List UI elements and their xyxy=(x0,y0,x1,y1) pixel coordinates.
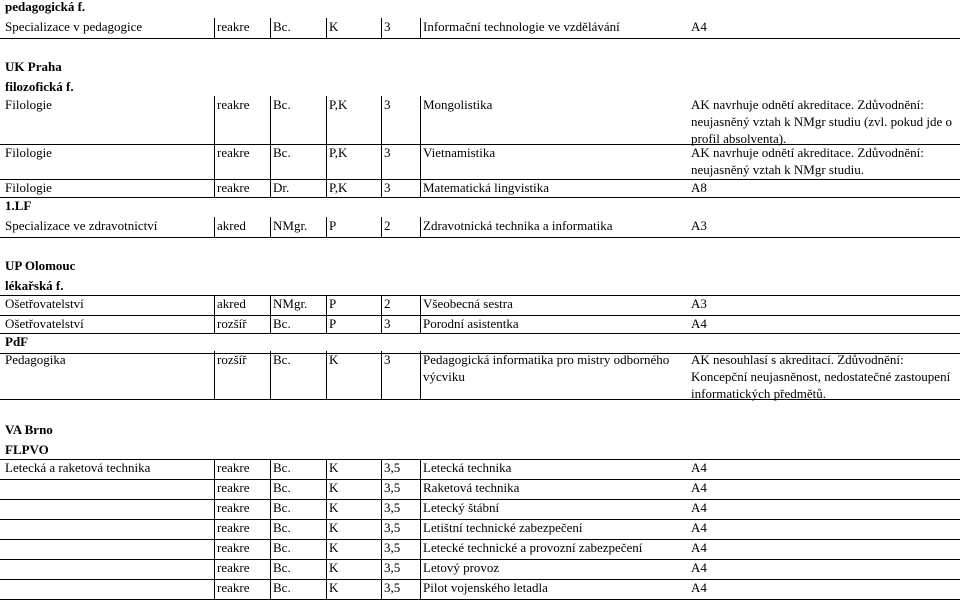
column-divider xyxy=(270,519,271,539)
table-row xyxy=(0,479,960,500)
column-divider xyxy=(420,519,421,539)
cell-type: reakre xyxy=(217,19,250,34)
cell-type: reakre xyxy=(217,540,250,555)
cell-degree: Bc. xyxy=(273,352,291,367)
section-heading-row xyxy=(0,0,960,16)
cell-note: A4 xyxy=(691,560,707,575)
column-divider xyxy=(270,315,271,333)
column-divider xyxy=(381,217,382,237)
column-divider xyxy=(326,459,327,479)
cell-type: akred xyxy=(217,218,246,233)
section-heading: VA Brno xyxy=(5,422,53,437)
column-divider xyxy=(326,295,327,315)
cell-note: AK navrhuje odnětí akreditace. Zdůvodnění: neujasněný vztah k NMgr studiu (zvl. pokud jde o profil absolventa). xyxy=(691,97,953,146)
column-divider xyxy=(381,96,382,144)
cell-degree: Bc. xyxy=(273,460,291,475)
cell-degree: Bc. xyxy=(273,97,291,112)
cell-field: Filologie xyxy=(5,180,52,195)
column-divider xyxy=(381,539,382,559)
column-divider xyxy=(420,479,421,499)
column-divider xyxy=(270,18,271,38)
cell-program: Informační technologie ve vzdělávání xyxy=(423,19,620,34)
cell-field: Ošetřovatelství xyxy=(5,316,84,331)
column-divider xyxy=(381,579,382,599)
cell-form: K xyxy=(329,500,339,515)
column-divider xyxy=(420,179,421,197)
column-divider xyxy=(381,519,382,539)
column-divider xyxy=(326,96,327,144)
cell-type: reakre xyxy=(217,97,250,112)
cell-program: Vietnamistika xyxy=(423,145,496,160)
table-row xyxy=(0,18,960,39)
cell-degree: Bc. xyxy=(273,580,291,595)
column-divider xyxy=(420,579,421,599)
column-divider xyxy=(420,96,421,144)
cell-note: A4 xyxy=(691,540,707,555)
cell-form: P,K xyxy=(329,145,348,160)
cell-note: A4 xyxy=(691,316,707,331)
column-divider xyxy=(270,539,271,559)
cell-field: Specializace v pedagogice xyxy=(5,19,143,34)
column-divider xyxy=(214,295,215,315)
cell-program: Všeobecná sestra xyxy=(423,296,513,311)
cell-years: 3,5 xyxy=(384,580,401,595)
column-divider xyxy=(381,179,382,197)
cell-type: reakre xyxy=(217,480,250,495)
table-row xyxy=(0,179,960,198)
column-divider xyxy=(326,351,327,399)
column-divider xyxy=(214,351,215,399)
section-heading: 1.LF xyxy=(5,198,32,213)
column-divider xyxy=(381,559,382,579)
cell-program: Zdravotnická technika a informatika xyxy=(423,218,613,233)
cell-program: Letištní technické zabezpečení xyxy=(423,520,583,535)
column-divider xyxy=(381,351,382,399)
cell-form: K xyxy=(329,460,339,475)
section-heading-row xyxy=(0,441,960,460)
column-divider xyxy=(214,479,215,499)
section-heading-row xyxy=(0,421,960,441)
column-divider xyxy=(381,459,382,479)
table-row xyxy=(0,351,960,400)
cell-degree: Bc. xyxy=(273,480,291,495)
cell-program: Porodní asistentka xyxy=(423,316,519,331)
cell-years: 3 xyxy=(384,316,391,331)
column-divider xyxy=(270,559,271,579)
cell-type: rozšíř xyxy=(217,352,247,367)
cell-years: 3 xyxy=(384,97,391,112)
cell-years: 3,5 xyxy=(384,460,401,475)
cell-degree: Dr. xyxy=(273,180,290,195)
cell-type: rozšíř xyxy=(217,316,247,331)
section-heading: UP Olomouc xyxy=(5,258,76,273)
section-heading: PdF xyxy=(5,334,29,349)
cell-years: 3,5 xyxy=(384,560,401,575)
cell-field: Ošetřovatelství xyxy=(5,296,84,311)
column-divider xyxy=(381,499,382,519)
cell-type: reakre xyxy=(217,560,250,575)
column-divider xyxy=(326,144,327,179)
cell-program: Pilot vojenského letadla xyxy=(423,580,548,595)
column-divider xyxy=(420,315,421,333)
column-divider xyxy=(270,351,271,399)
table-row xyxy=(0,315,960,334)
cell-program: Pedagogická informatika pro mistry odborného výcviku xyxy=(423,352,670,384)
column-divider xyxy=(381,479,382,499)
column-divider xyxy=(270,479,271,499)
cell-form: P,K xyxy=(329,180,348,195)
column-divider xyxy=(270,179,271,197)
cell-form: P xyxy=(329,218,337,233)
column-divider xyxy=(214,579,215,599)
column-divider xyxy=(420,351,421,399)
column-divider xyxy=(381,315,382,333)
cell-years: 3,5 xyxy=(384,500,401,515)
cell-years: 3 xyxy=(384,19,391,34)
cell-type: reakre xyxy=(217,180,250,195)
column-divider xyxy=(326,579,327,599)
column-divider xyxy=(420,295,421,315)
column-divider xyxy=(270,295,271,315)
cell-note: A4 xyxy=(691,580,707,595)
cell-degree: Bc. xyxy=(273,145,291,160)
cell-program: Letecký štábní xyxy=(423,500,500,515)
cell-degree: NMgr. xyxy=(273,218,308,233)
column-divider xyxy=(214,18,215,38)
cell-form: K xyxy=(329,19,339,34)
section-heading-row xyxy=(0,78,960,96)
cell-degree: Bc. xyxy=(273,19,291,34)
cell-type: reakre xyxy=(217,460,250,475)
cell-form: K xyxy=(329,580,339,595)
cell-note: A4 xyxy=(691,500,707,515)
cell-field: Pedagogika xyxy=(5,352,66,367)
cell-years: 3 xyxy=(384,145,391,160)
cell-type: reakre xyxy=(217,520,250,535)
cell-form: P xyxy=(329,316,337,331)
column-divider xyxy=(270,96,271,144)
section-heading: FLPVO xyxy=(5,442,49,457)
cell-program: Raketová technika xyxy=(423,480,520,495)
column-divider xyxy=(270,144,271,179)
section-heading-row xyxy=(0,277,960,296)
cell-degree: Bc. xyxy=(273,500,291,515)
table-row xyxy=(0,96,960,145)
table-row xyxy=(0,559,960,580)
cell-type: reakre xyxy=(217,580,250,595)
table-row xyxy=(0,459,960,480)
column-divider xyxy=(326,499,327,519)
column-divider xyxy=(214,519,215,539)
cell-field: Filologie xyxy=(5,97,52,112)
table-row xyxy=(0,519,960,540)
cell-form: K xyxy=(329,520,339,535)
cell-degree: Bc. xyxy=(273,316,291,331)
column-divider xyxy=(214,459,215,479)
cell-note: AK nesouhlasí s akreditací. Zdůvodnění: Koncepční neujasněnost, nedostatečné zastoupení informatických předmětů. xyxy=(691,352,951,401)
cell-note: A4 xyxy=(691,460,707,475)
column-divider xyxy=(420,459,421,479)
table-row xyxy=(0,499,960,520)
cell-note: A4 xyxy=(691,19,707,34)
column-divider xyxy=(214,539,215,559)
cell-degree: Bc. xyxy=(273,540,291,555)
column-divider xyxy=(214,179,215,197)
cell-form: K xyxy=(329,352,339,367)
cell-type: reakre xyxy=(217,145,250,160)
column-divider xyxy=(270,499,271,519)
section-heading: filozofická f. xyxy=(5,79,74,94)
cell-note: A8 xyxy=(691,180,707,195)
section-heading-row xyxy=(0,197,960,217)
cell-form: K xyxy=(329,540,339,555)
column-divider xyxy=(420,499,421,519)
cell-degree: NMgr. xyxy=(273,296,308,311)
cell-program: Matematická lingvistika xyxy=(423,180,549,195)
column-divider xyxy=(270,459,271,479)
column-divider xyxy=(420,217,421,237)
table-row xyxy=(0,144,960,180)
cell-years: 2 xyxy=(384,296,391,311)
cell-note: AK navrhuje odnětí akreditace. Zdůvodnění: neujasněný vztah k NMgr studiu. xyxy=(691,145,924,177)
column-divider xyxy=(326,539,327,559)
cell-years: 3,5 xyxy=(384,520,401,535)
cell-years: 3 xyxy=(384,180,391,195)
table-row xyxy=(0,295,960,316)
cell-years: 3 xyxy=(384,352,391,367)
cell-program: Letecké technické a provozní zabezpečení xyxy=(423,540,643,555)
section-heading: UK Praha xyxy=(5,59,62,74)
column-divider xyxy=(326,179,327,197)
cell-field: Letecká a raketová technika xyxy=(5,460,151,475)
column-divider xyxy=(326,519,327,539)
cell-program: Mongolistika xyxy=(423,97,493,112)
cell-years: 3,5 xyxy=(384,540,401,555)
column-divider xyxy=(420,559,421,579)
cell-note: A4 xyxy=(691,480,707,495)
section-heading: pedagogická f. xyxy=(5,0,86,14)
cell-years: 3,5 xyxy=(384,480,401,495)
column-divider xyxy=(420,144,421,179)
cell-form: K xyxy=(329,480,339,495)
column-divider xyxy=(420,539,421,559)
column-divider xyxy=(381,18,382,38)
section-heading-row xyxy=(0,257,960,277)
column-divider xyxy=(326,18,327,38)
cell-degree: Bc. xyxy=(273,520,291,535)
table-row xyxy=(0,217,960,238)
cell-form: P xyxy=(329,296,337,311)
column-divider xyxy=(326,315,327,333)
column-divider xyxy=(420,18,421,38)
cell-years: 2 xyxy=(384,218,391,233)
column-divider xyxy=(326,479,327,499)
section-heading-row xyxy=(0,58,960,76)
section-heading: lékařská f. xyxy=(5,278,64,293)
column-divider xyxy=(326,217,327,237)
cell-program: Letový provoz xyxy=(423,560,500,575)
column-divider xyxy=(214,559,215,579)
column-divider xyxy=(214,96,215,144)
cell-field: Specializace ve zdravotnictví xyxy=(5,218,158,233)
cell-program: Letecká technika xyxy=(423,460,512,475)
column-divider xyxy=(214,499,215,519)
cell-type: reakre xyxy=(217,500,250,515)
cell-degree: Bc. xyxy=(273,560,291,575)
column-divider xyxy=(326,559,327,579)
column-divider xyxy=(381,144,382,179)
cell-form: P,K xyxy=(329,97,348,112)
column-divider xyxy=(270,217,271,237)
cell-type: akred xyxy=(217,296,246,311)
cell-note: A4 xyxy=(691,520,707,535)
cell-note: A3 xyxy=(691,218,707,233)
column-divider xyxy=(214,315,215,333)
cell-note: A3 xyxy=(691,296,707,311)
column-divider xyxy=(270,579,271,599)
cell-form: K xyxy=(329,560,339,575)
table-row xyxy=(0,539,960,560)
column-divider xyxy=(214,217,215,237)
table-row xyxy=(0,579,960,600)
cell-field: Filologie xyxy=(5,145,52,160)
column-divider xyxy=(214,144,215,179)
column-divider xyxy=(381,295,382,315)
